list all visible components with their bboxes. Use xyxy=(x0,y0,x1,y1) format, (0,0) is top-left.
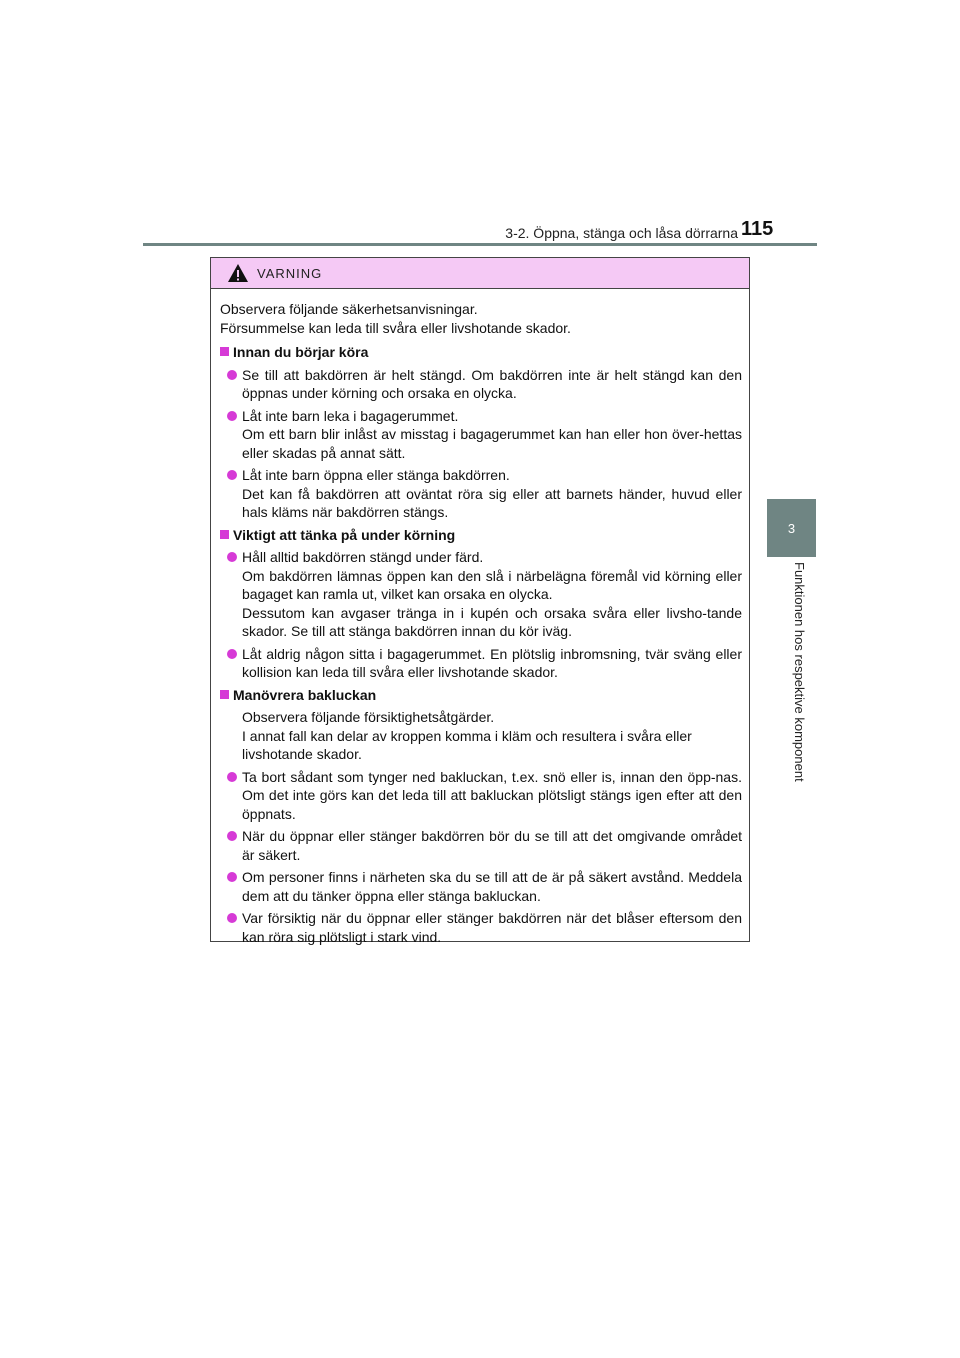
circle-bullet-icon xyxy=(227,772,237,782)
list-item-line: Ta bort sådant som tynger ned bakluckan, t.ex. snö eller is, innan den öpp-nas. Om det inte görs kan det leda till att bakluckan plötsligt stängs igen efter att den öppnats. xyxy=(242,768,742,822)
list-item xyxy=(220,645,742,682)
list-item-line: Om bakdörren lämnas öppen kan den slå i närbelägna föremål vid körning eller bagaget kan ramla ut, vilket kan orsaka en olycka. xyxy=(242,567,742,602)
list-item-line: Se till att bakdörren är helt stängd. Om bakdörren inte är helt stängd kan den öppnas under körning och orsaka en olycka. xyxy=(242,366,742,401)
warning-intro xyxy=(220,300,742,337)
list-item-line: Dessutom kan avgaser tränga in i kupén och orsaka svåra eller livsho-tande skador. Se till att stänga bakdörren innan du kör iväg. xyxy=(242,604,742,639)
section-title: 3-2. Öppna, stänga och låsa dörrarna xyxy=(505,225,738,241)
list-item-line: Det kan få bakdörren att oväntat röra sig eller att barnets händer, huvud eller hals kläms när bakdörren stängs. xyxy=(242,485,742,520)
section-note xyxy=(220,708,742,764)
list-item xyxy=(220,407,742,463)
chapter-title: Funktionen hos respektive komponent xyxy=(792,562,807,782)
section-heading-text: Innan du börjar köra xyxy=(233,344,369,360)
warning-section xyxy=(220,343,742,522)
warning-header xyxy=(211,258,749,289)
list-item xyxy=(220,548,742,641)
square-bullet-icon xyxy=(220,347,229,356)
header-rule xyxy=(143,243,817,246)
intro-line: Observera följande säkerhetsanvisningar. xyxy=(220,301,478,317)
list-item xyxy=(220,827,742,864)
section-heading xyxy=(220,343,742,362)
intro-line: Försummelse kan leda till svåra eller livshotande skador. xyxy=(220,319,571,336)
section-heading-text: Viktigt att tänka på under körning xyxy=(233,526,456,543)
list-item-text xyxy=(242,548,742,641)
warning-triangle-icon xyxy=(227,263,249,283)
list-item xyxy=(220,868,742,905)
list-item-text xyxy=(242,366,742,403)
list-item-line: När du öppnar eller stänger bakdörren bör du se till att det omgivande området är säkert. xyxy=(242,828,742,863)
list-item-text xyxy=(242,407,742,463)
list-item-text xyxy=(242,909,742,946)
section-heading xyxy=(220,686,742,705)
list-item-text xyxy=(242,768,742,824)
warning-section xyxy=(220,686,742,947)
list-item xyxy=(220,768,742,824)
list-item xyxy=(220,909,742,946)
note-line: I annat fall kan delar av kroppen komma i kläm och resultera i svåra eller livshotande skador. xyxy=(242,727,692,762)
circle-bullet-icon xyxy=(227,470,237,480)
page-number: 115 xyxy=(741,218,774,240)
square-bullet-icon xyxy=(220,690,229,699)
warning-box xyxy=(210,257,750,945)
list-item-line: Låt inte barn leka i bagagerummet. xyxy=(242,407,459,424)
list-item-line: Var försiktig när du öppnar eller stänger bakdörren när det blåser eftersom den kan röra sig plötsligt i stark vind. xyxy=(242,910,742,945)
list-item-text xyxy=(242,645,742,682)
list-item xyxy=(220,466,742,522)
list-item-text xyxy=(242,827,742,864)
warning-body xyxy=(211,289,749,946)
circle-bullet-icon xyxy=(227,649,237,659)
section-heading-text: Manövrera bakluckan xyxy=(233,686,377,703)
circle-bullet-icon xyxy=(227,913,237,923)
list-item-line: Låt inte barn öppna eller stänga bakdörren. xyxy=(242,467,510,483)
section-heading xyxy=(220,526,742,545)
circle-bullet-icon xyxy=(227,411,237,421)
note-line: Observera följande försiktighetsåtgärder. xyxy=(242,709,495,725)
list-item-text xyxy=(242,868,742,905)
list-item xyxy=(220,366,742,403)
circle-bullet-icon xyxy=(227,872,237,882)
list-item-line: Låt aldrig någon sitta i bagagerummet. En plötslig inbromsning, tvär sväng eller kollision kan leda till svåra eller livshotande skador. xyxy=(242,645,742,680)
warning-section xyxy=(220,526,742,682)
square-bullet-icon xyxy=(220,530,229,539)
circle-bullet-icon xyxy=(227,370,237,380)
list-item-line: Om personer finns i närheten ska du se till att de är på säkert avstånd. Meddela dem att du tänker öppna eller stänga bakluckan. xyxy=(242,869,742,904)
list-item-line: Om ett barn blir inlåst av misstag i bagagerummet kan han eller hon över-hettas eller skadas på annat sätt. xyxy=(242,426,742,461)
warning-label: VARNING xyxy=(257,265,323,281)
list-item-line: Håll alltid bakdörren stängd under färd. xyxy=(242,549,484,565)
circle-bullet-icon xyxy=(227,831,237,841)
chapter-tab: 3 xyxy=(767,499,816,557)
circle-bullet-icon xyxy=(227,552,237,562)
list-item-text xyxy=(242,466,742,522)
